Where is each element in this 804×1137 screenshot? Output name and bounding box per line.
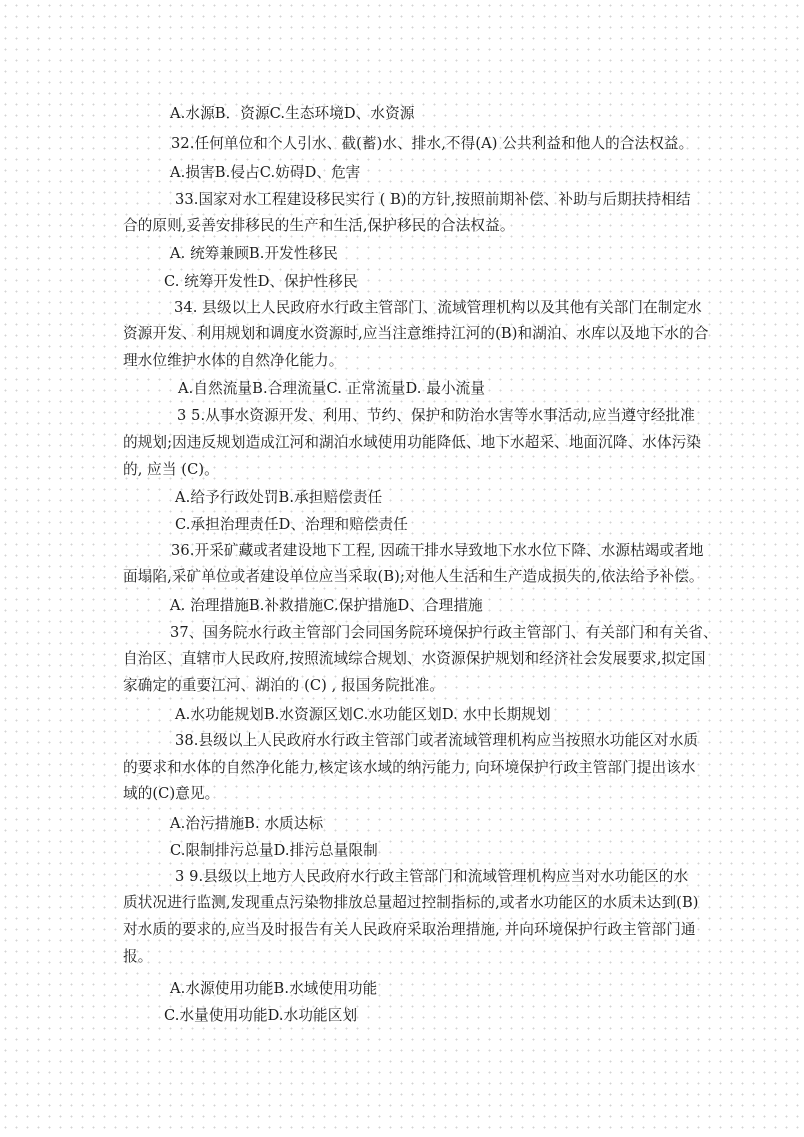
option-line: A.损害B.侵占C.妨碍D、危害 [170, 164, 361, 181]
option-line: A.自然流量B.合理流量C. 正常流量D. 最小流量 [178, 380, 486, 397]
question-line: 3 5.从事水资源开发、利用、节约、保护和防治水害等水事活动,应当遵守经批准 [177, 407, 695, 424]
question-line: 对水质的要求的,应当及时报告有关人民政府采取治理措施, 并向环境保护行政主管部门通 [123, 921, 696, 938]
option-line: A. 统筹兼顾B.开发性移民 [170, 245, 338, 262]
question-line: 的要求和水体的自然净化能力,核定该水域的纳污能力, 向环境保护行政主管部门提出该水 [123, 759, 696, 776]
question-line: 36.开采矿藏或者建设地下工程, 因疏干排水导致地下水水位下降、水源枯竭或者地 [171, 542, 704, 559]
question-line: 资源开发、利用规划和调度水资源时,应当注意维持江河的(B)和湖泊、水库以及地下水的合 [123, 325, 709, 342]
option-line: A.水功能规划B.水资源区划C.水功能区划D. 水中长期规划 [175, 706, 551, 723]
question-line: 37、国务院水行政主管部门会同国务院环境保护行政主管部门、有关部门和有关省、 [170, 624, 718, 641]
option-line: C. 统筹开发性D、保护性移民 [164, 273, 358, 290]
question-line: 合的原则,妥善安排移民的生产和生活,保护移民的合法权益。 [123, 217, 515, 234]
question-line: 34. 县级以上人民政府水行政主管部门、流域管理机构以及其他有关部门在制定水 [174, 299, 702, 316]
option-line: A.给予行政处罚B.承担赔偿责任 [175, 489, 383, 506]
question-line: 的规划;因违反规划造成江河和湖泊水域使用功能降低、地下水超采、地面沉降、水体污染 [123, 434, 702, 451]
option-line: A. 治理措施B.补救措施C.保护措施D、合理措施 [170, 597, 483, 614]
option-line: C.承担治理责任D、治理和赔偿责任 [175, 516, 408, 533]
question-line: 的, 应当 (C)。 [123, 461, 219, 478]
option-line: C.限制排污总量D.排污总量限制 [170, 842, 378, 859]
question-line: 38.县级以上人民政府水行政主管部门或者流域管理机构应当按照水功能区对水质 [175, 732, 699, 749]
question-line: 3 9.县级以上地方人民政府水行政主管部门和流域管理机构应当对水功能区的水 [175, 868, 689, 885]
question-line: 质状况进行监测,发现重点污染物排放总量超过控制指标的,或者水功能区的水质未达到(B) [123, 894, 699, 911]
question-line: 理水位维护水体的自然净化能力。 [123, 352, 344, 369]
question-line: 域的(C)意见。 [123, 785, 220, 802]
option-line: C.水量使用功能D.水功能区划 [164, 1007, 358, 1024]
question-line: 32.任何单位和个人引水、截(蓄)水、排水,不得(A) 公共利益和他人的合法权益。 [171, 135, 694, 152]
option-line: A.水源使用功能B.水域使用功能 [170, 980, 378, 997]
question-line: 自治区、直辖市人民政府,按照流域综合规划、水资源保护规划和经济社会发展要求,拟定国 [123, 650, 706, 667]
question-line: 33.国家对水工程建设移民实行 ( B)的方针,按照前期补偿、补助与后期扶持相结 [175, 191, 691, 208]
question-line: 家确定的重要江河、湖泊的 (C) , 报国务院批准。 [123, 677, 444, 694]
question-line: 报。 [123, 948, 153, 965]
question-line: 面塌陷,采矿单位或者建设单位应当采取(B);对他人生活和生产造成损失的,依法给予补偿。 [123, 568, 704, 585]
option-line: A.治污措施B. 水质达标 [170, 815, 324, 832]
option-line: A.水源B．资源C.生态环境D、水资源 [170, 105, 415, 122]
